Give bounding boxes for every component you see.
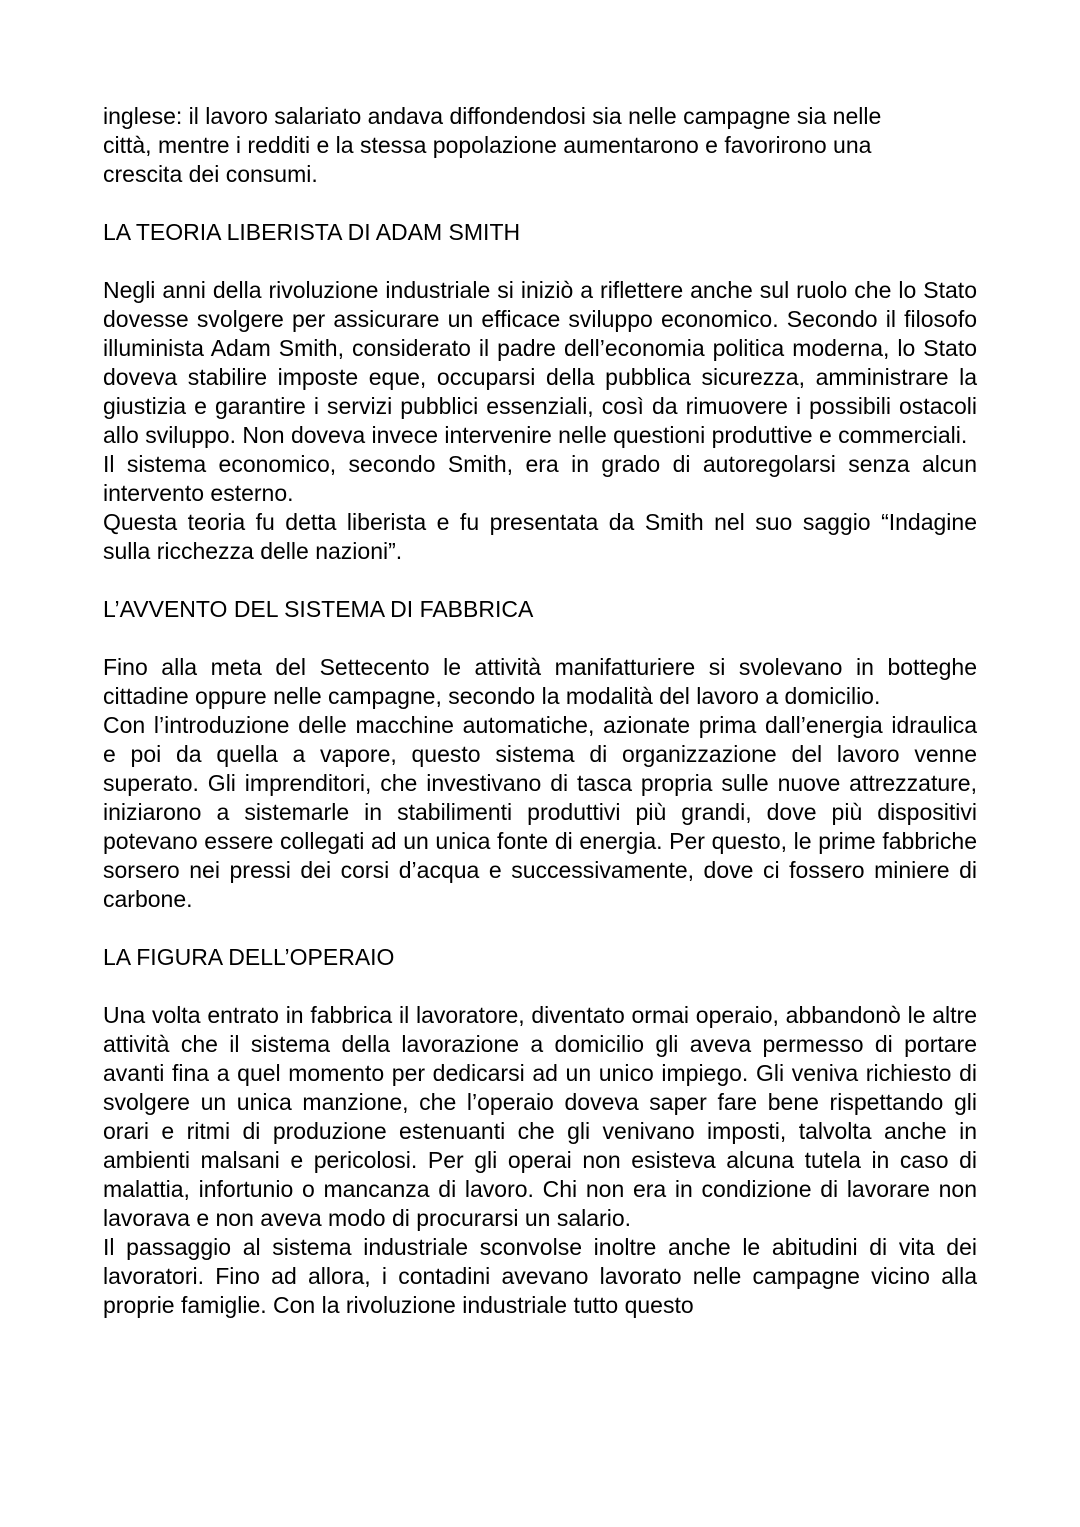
- intro-line-2: città, mentre i redditi e la stessa popolazione aumentarono e favorirono una: [103, 132, 872, 158]
- fabbrica-paragraph-2: Con l’introduzione delle macchine automatiche, azionate prima dall’energia idraulica e poi da quella a vapore, questo sistema di organizzazione del lavoro venne superato. Gli imprenditori, che investivano di tasca propria sulle nuove attrezzature, iniziarono a sistemarle in stabilimenti produttivi più grandi, dove più dispositivi potevano essere collegati ad un unica fonte di energia. Per questo, le prime fabbriche sorsero nei pressi dei corsi d’acqua e successivamente, dove ci fossero miniere di carbone.: [103, 712, 977, 912]
- intro-line-3: crescita dei consumi.: [103, 161, 318, 187]
- section-heading-adam-smith: LA TEORIA LIBERISTA DI ADAM SMITH: [103, 219, 521, 245]
- adam-smith-paragraph-3: Questa teoria fu detta liberista e fu presentata da Smith nel suo saggio “Indagine sulla ricchezza delle nazioni”.: [103, 509, 977, 564]
- adam-smith-paragraph-1: Negli anni della rivoluzione industriale si iniziò a riflettere anche sul ruolo che lo Stato dovesse svolgere per assicurare un efficace sviluppo economico. Secondo il filosofo illuminista Adam Smith, considerato il padre dell’economia politica moderna, lo Stato doveva stabilire imposte eque, occuparsi della pubblica sicurezza, amministrare la giustizia e garantire i servizi pubblici essenziali, così da rimuovere i possibili ostacoli allo sviluppo. Non doveva invece intervenire nelle questioni produttive e commerciali.: [103, 277, 977, 448]
- operaio-paragraph-2: Il passaggio al sistema industriale sconvolse inoltre anche le abitudini di vita dei lavoratori. Fino ad allora, i contadini avevano lavorato nelle campagne vicino alla proprie famiglie. Con la rivoluzione industriale tutto questo: [103, 1234, 977, 1318]
- spacer: [103, 189, 977, 218]
- section-heading-sistema-fabbrica: L’AVVENTO DEL SISTEMA DI FABBRICA: [103, 596, 534, 622]
- operaio-paragraph-1: Una volta entrato in fabbrica il lavoratore, diventato ormai operaio, abbandonò le altre attività che il sistema della lavorazione a domicilio gli aveva permesso di portare avanti fina a quel momento per dedicarsi ad un unico impiego. Gli veniva richiesto di svolgere un unica manzione, che l’operaio doveva saper fare bene rispettando gli orari e ritmi di produzione estenuanti che gli venivano imposti, talvolta anche in ambienti malsani e pericolosi. Per gli operai non esisteva alcuna tutela in caso di malattia, infortunio o mancanza di lavoro. Chi non era in condizione di lavorare non lavorava e non aveva modo di procurarsi un salario.: [103, 1002, 977, 1231]
- document-page: [103, 102, 977, 1320]
- spacer: [103, 972, 977, 1001]
- spacer: [103, 566, 977, 595]
- adam-smith-paragraph-2: Il sistema economico, secondo Smith, era in grado di autoregolarsi senza alcun intervento esterno.: [103, 451, 977, 506]
- spacer: [103, 247, 977, 276]
- fabbrica-paragraph-1: Fino alla meta del Settecento le attività manifatturiere si svolevano in botteghe cittadine oppure nelle campagne, secondo la modalità del lavoro a domicilio.: [103, 654, 977, 709]
- spacer: [103, 624, 977, 653]
- intro-line-1: inglese: il lavoro salariato andava diffondendosi sia nelle campagne sia nelle: [103, 103, 882, 129]
- intro-paragraph: [103, 102, 977, 189]
- spacer: [103, 914, 977, 943]
- section-heading-operaio: LA FIGURA DELL’OPERAIO: [103, 944, 395, 970]
